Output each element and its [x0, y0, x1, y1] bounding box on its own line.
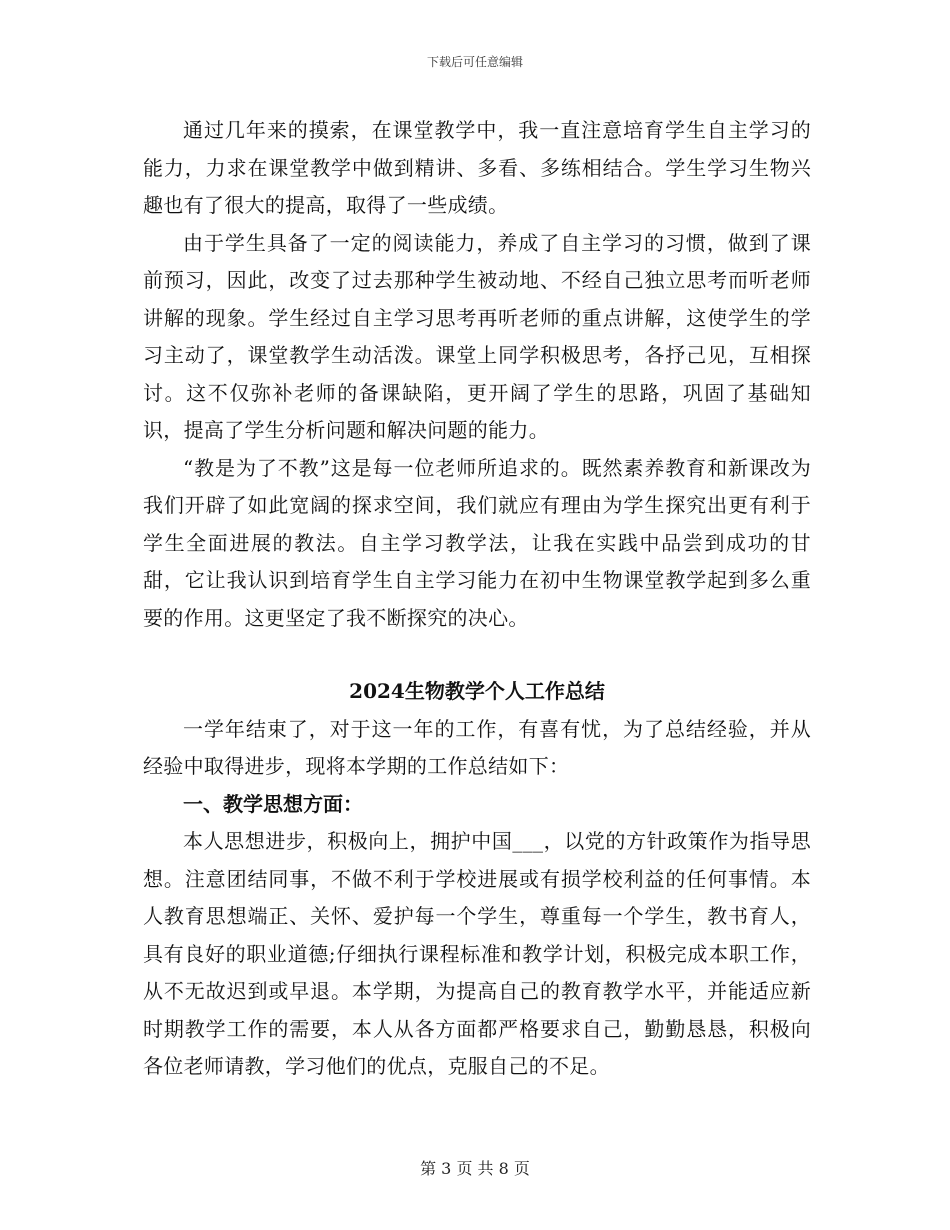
document-body	[143, 112, 811, 1086]
paragraph-exploration: 通过几年来的摸索，在课堂教学中，我一直注意培育学生自主学习的能力，力求在课堂教学中做到精讲、多看、多练相结合。学生学习生物兴趣也有了很大的提高，取得了一些成绩。	[143, 118, 811, 217]
page-footer: 第 3 页 共 8 页	[420, 1159, 530, 1178]
page-header: 下载后可任意编辑	[426, 55, 523, 69]
paragraph-self-study: 由于学生具备了一定的阅读能力，养成了自主学习的习惯，做到了课前预习，因此，改变了过去那种学生被动地、不经自己独立思考而听老师讲解的现象。学生经过自主学习思考再听老师的重点讲解，这使学生的学习主动了，课堂教学生动活泼。课堂上同学积极思考，各抒己见，互相探讨。这不仅弥补老师的备课缺陷，更开阔了学生的思路，巩固了基础知识，提高了学生分析问题和解决问题的能力。	[143, 230, 811, 442]
paragraph-teaching-thought: 本人思想进步，积极向上，拥护中国___，以党的方针政策作为指导思想。注意团结同事，不做不利于学校进展或有损学校利益的任何事情。本人教育思想端正、关怀、爱护每一个学生，尊重每一个学生，教书育人，具有良好的职业道德;仔细执行课程标准和教学计划，积极完成本职工作，从不无故迟到或早退。本学期，为提高自己的教育教学水平，并能适应新时期教学工作的需要，本人从各方面都严格要求自己，勤勤恳恳，积极向各位老师请教，学习他们的优点，克服自己的不足。	[143, 829, 811, 1078]
section-heading-teaching-thought: 一、教学思想方面：	[183, 791, 363, 816]
paragraph-teaching-goal: “教是为了不教”这是每一位老师所追求的。既然素养教育和新课改为我们开辟了如此宽阔的探求空间，我们就应有理由为学生探究出更有利于学生全面进展的教法。自主学习教学法，让我在实践中品尝到成功的甘甜，它让我认识到培育学生自主学习能力在初中生物课堂教学起到多么重要的作用。这更坚定了我不断探究的决心。	[143, 455, 811, 630]
summary-intro: 一学年结束了，对于这一年的工作，有喜有忧，为了总结经验，并从经验中取得进步，现将本学期的工作总结如下：	[143, 716, 811, 778]
summary-title: 2024生物教学个人工作总结	[349, 679, 605, 703]
